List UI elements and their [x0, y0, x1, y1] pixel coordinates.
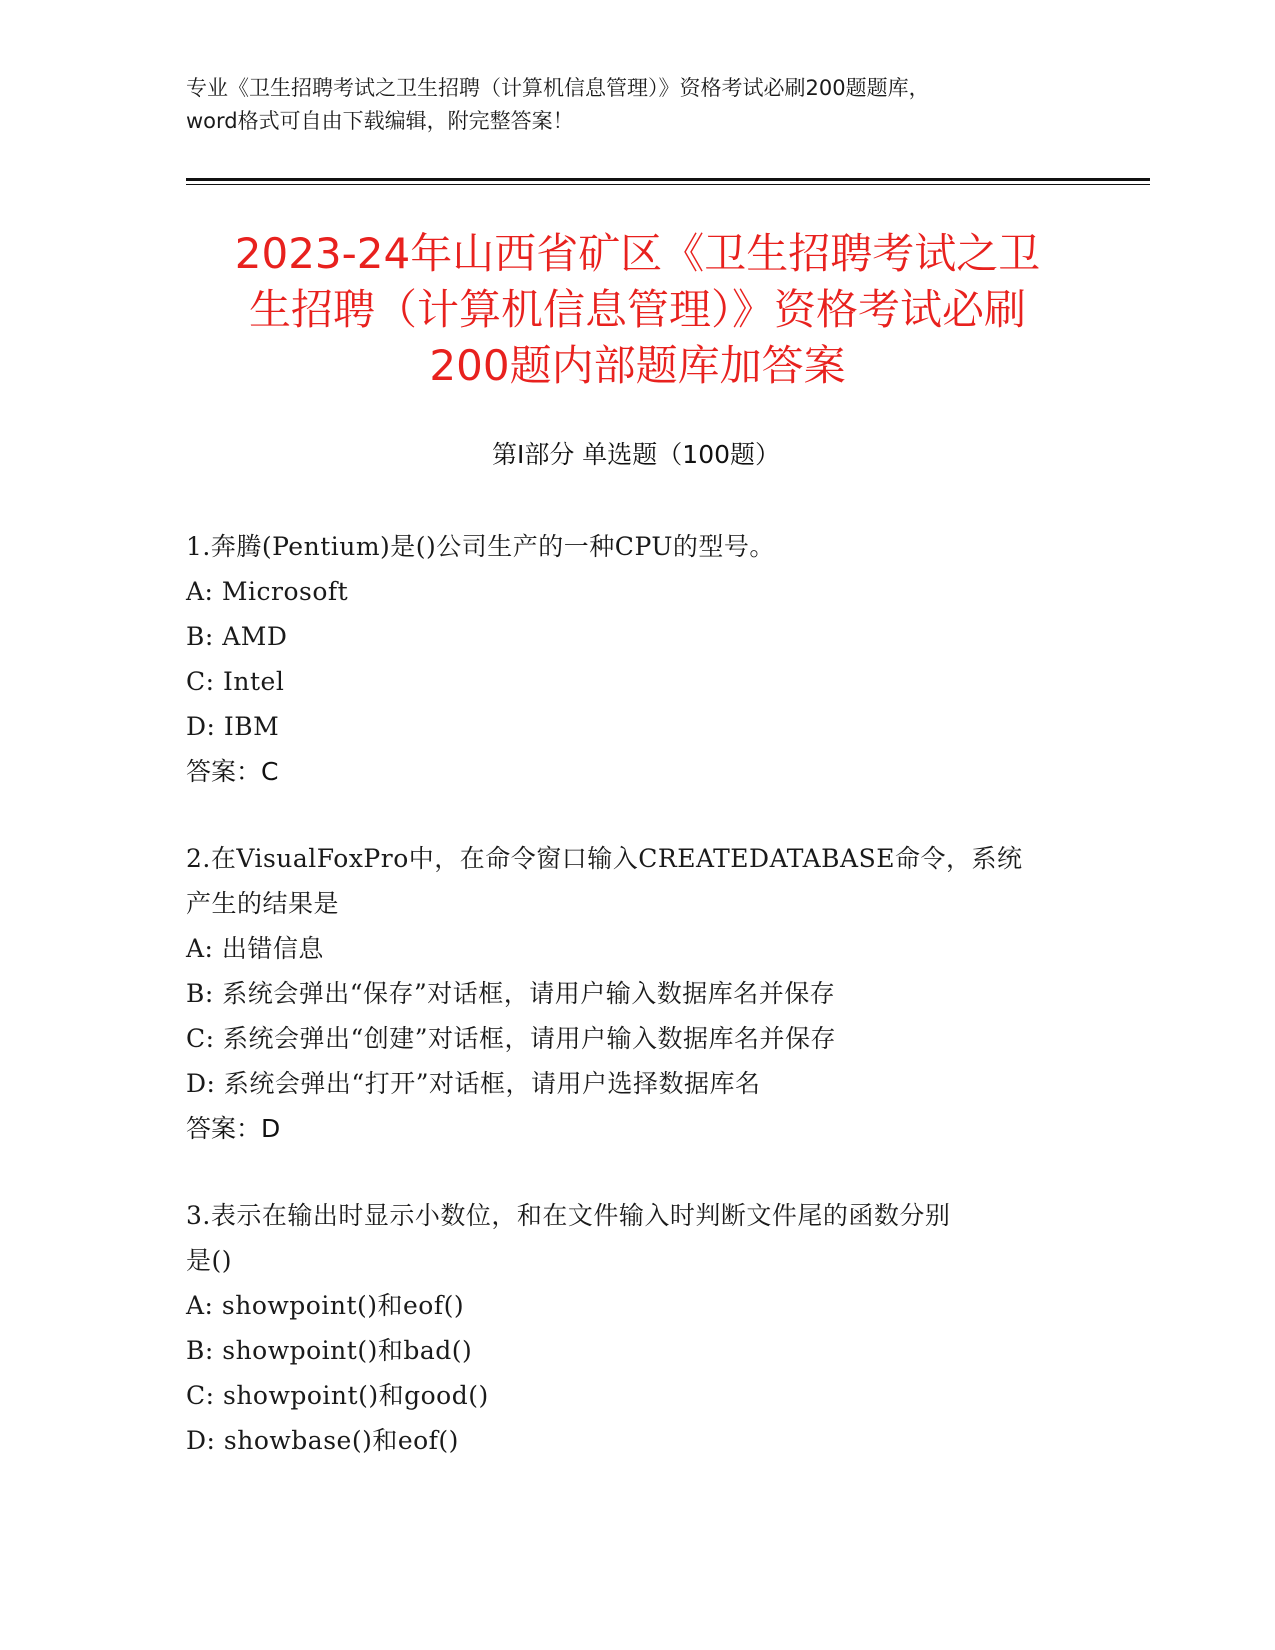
title-line-3: 200题内部题库加答案: [429, 341, 846, 390]
question-stem-line-2: 是(): [186, 1246, 233, 1275]
question-stem: 1.奔腾(Pentium)是()公司生产的一种CPU的型号。: [186, 532, 775, 561]
question-list: [186, 524, 1066, 1505]
header-note-line-2: word格式可自由下载编辑，附完整答案！: [186, 109, 574, 133]
section-heading: 第I部分 单选题（100题）: [491, 440, 781, 469]
option-d: D: 系统会弹出“打开”对话框，请用户选择数据库名: [186, 1069, 761, 1098]
question-3: [186, 1193, 1066, 1463]
option-c: C: Intel: [186, 667, 285, 696]
option-c: C: 系统会弹出“创建”对话框，请用户输入数据库名并保存: [186, 1024, 837, 1053]
option-a: A: 出错信息: [186, 934, 324, 963]
option-b: B: showpoint()和bad(): [186, 1336, 473, 1365]
header-rule-thin: [186, 184, 1150, 185]
option-a: A: showpoint()和eof(): [186, 1291, 465, 1320]
header-note: [186, 72, 1106, 138]
question-stem-line-1: 2.在VisualFoxPro中，在命令窗口输入CREATEDATABASE命令，系统: [186, 844, 1023, 873]
option-b: B: AMD: [186, 622, 288, 651]
question-stem-line-1: 3.表示在输出时显示小数位，和在文件输入时判断文件尾的函数分别: [186, 1201, 951, 1230]
title-line-2: 生招聘（计算机信息管理）》资格考试必刷: [248, 285, 1026, 334]
answer-label: 答案：D: [186, 1114, 281, 1143]
answer-label: 答案：C: [186, 757, 279, 786]
question-2: [186, 836, 1066, 1151]
title-line-1: 2023-24年山西省矿区《卫生招聘考试之卫: [234, 229, 1041, 278]
header-rule-thick: [186, 178, 1150, 181]
question-stem-line-2: 产生的结果是: [186, 889, 340, 918]
option-a: A: Microsoft: [186, 577, 349, 606]
option-c: C: showpoint()和good(): [186, 1381, 489, 1410]
document-title: [150, 226, 1125, 394]
option-d: D: IBM: [186, 712, 280, 741]
question-1: [186, 524, 1066, 794]
option-b: B: 系统会弹出“保存”对话框，请用户输入数据库名并保存: [186, 979, 836, 1008]
option-d: D: showbase()和eof(): [186, 1426, 459, 1455]
header-note-line-1: 专业《卫生招聘考试之卫生招聘（计算机信息管理）》资格考试必刷200题题库，: [186, 76, 930, 100]
